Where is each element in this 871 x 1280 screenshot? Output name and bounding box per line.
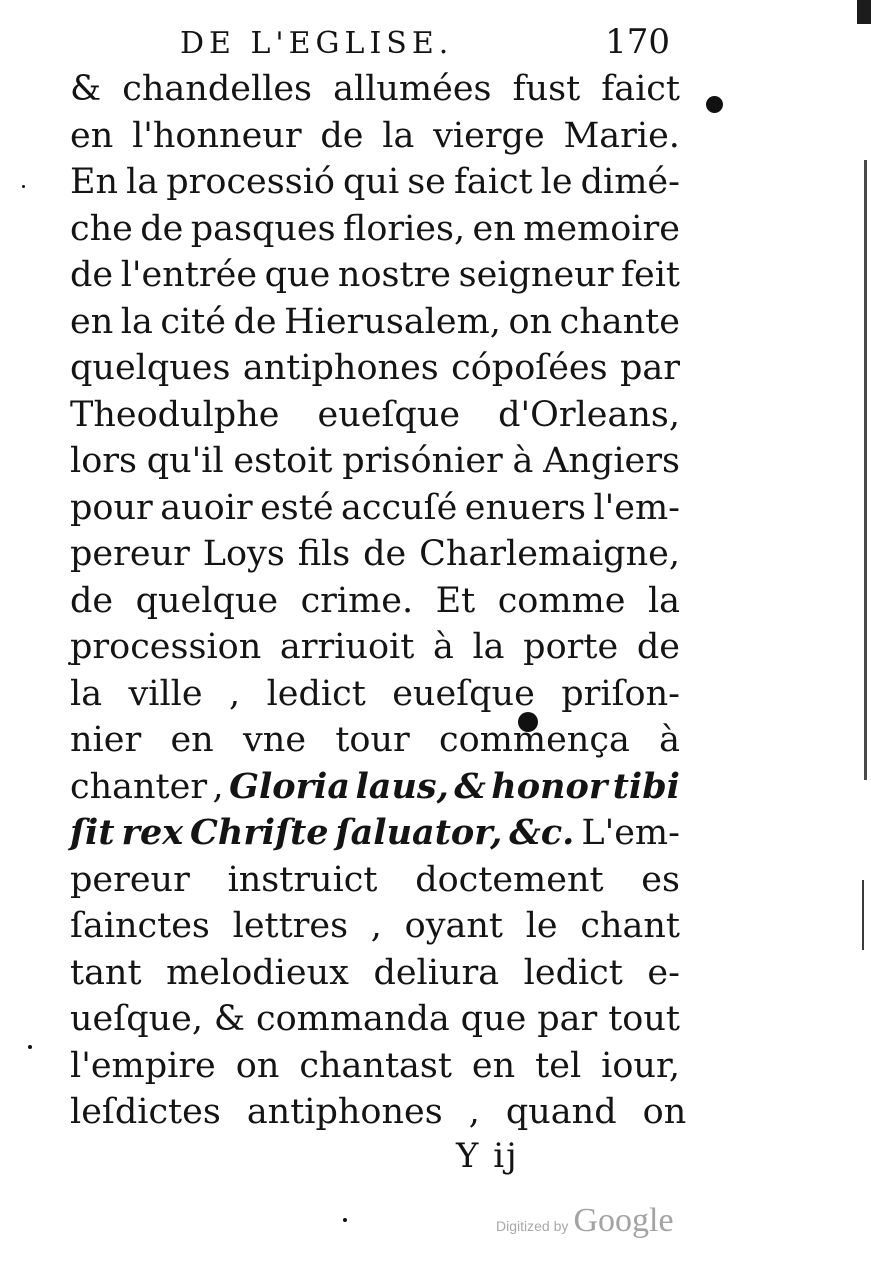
text-word: à [432,627,454,667]
text-word: faict [453,162,533,202]
text-word: instruict [227,859,378,900]
text-line [70,299,680,346]
text-word: de [233,301,277,342]
text-word: pasques [190,208,336,249]
text-word: processió [166,162,335,202]
text-word: vne [243,720,307,760]
text-word: pour [70,487,153,528]
text-line [70,671,680,718]
text-line [70,438,680,485]
text-line [70,764,680,811]
text-word: & [70,69,102,109]
text-word: allumées [333,69,492,109]
text-word: la [382,115,415,156]
text-word: l'em- [593,487,680,528]
text-word: , [468,1092,480,1132]
text-line [70,717,680,764]
text-word: feit [621,255,680,295]
text-word: qu'il [146,441,224,481]
text-word: Hierusalem, [284,301,501,342]
text-word: en [70,115,114,156]
text-line [70,345,680,392]
text-word: ville [128,673,203,714]
text-word: rex [121,812,184,853]
text-line [70,857,680,904]
text-word: de [70,580,114,621]
text-word: , [370,906,382,946]
text-word: nier [70,720,142,760]
text-word: estoit [233,441,333,481]
text-word: eueſque [392,673,535,714]
ink-spot [22,185,25,188]
text-word: Angiers [543,441,680,481]
text-line [70,1043,680,1090]
text-line [70,996,680,1043]
text-body [70,66,687,1136]
text-word: commanda [256,999,450,1039]
text-word: , [212,766,224,807]
text-word: en [170,720,214,760]
text-word: iour, [601,1045,680,1086]
page-header [180,22,670,64]
text-word: , [229,673,241,714]
text-word: chante [559,301,680,342]
page-number: 170 [605,22,670,62]
text-word: Et [435,580,476,621]
text-word: par [537,999,598,1039]
digitized-watermark [496,1202,674,1240]
text-word: de [140,208,184,249]
text-word: ſit [70,812,115,853]
text-word: la [70,673,103,714]
text-word: d'Orleans, [498,394,680,435]
scan-edge-mark [857,0,871,24]
text-word: se [407,162,446,202]
text-word: Theodulphe [70,394,280,435]
ink-spot [706,96,723,113]
text-word: & [454,765,486,807]
text-word: fils [297,534,351,574]
text-word: Loys [202,534,285,574]
text-word: es [641,859,680,900]
text-word: &c. [509,812,575,853]
text-word: nostre [337,255,452,295]
text-line [70,252,680,299]
text-word: laus, [355,765,449,807]
text-word: oyant [404,906,503,946]
text-word: de [320,115,364,156]
text-word: cité [160,301,226,342]
text-line [70,113,680,160]
text-word: la [647,580,680,621]
text-line [70,159,680,206]
text-word: vierge [433,115,545,156]
text-line [70,950,680,997]
text-word: la [472,627,505,667]
text-line [70,66,680,113]
text-word: on [642,1092,687,1132]
text-word: ledict [523,952,623,993]
text-word: memoire [523,208,680,249]
text-word: En [70,162,119,202]
text-line [70,578,680,625]
text-word: de [363,534,407,574]
text-word: ledict [266,673,366,714]
text-word: que [264,255,331,295]
text-line [70,392,680,439]
text-word: porte [523,627,619,667]
text-word: de [636,627,680,667]
scan-edge-line [862,880,864,950]
text-line [70,485,680,532]
text-word: pereur [70,859,190,900]
ink-spot [343,1218,347,1222]
text-word: de [70,255,114,295]
text-line [70,624,680,671]
text-word: l'empire [70,1045,216,1086]
text-word: antiphones [242,348,439,388]
text-word: L'em- [581,813,680,853]
text-line [70,206,680,253]
text-word: pereur [70,534,190,574]
text-word: deliura [373,952,500,993]
text-word: arriuoit [279,627,415,667]
text-word: ueſque, [70,999,203,1039]
text-word: che [70,208,133,249]
text-word: la [120,301,153,342]
scan-edge-line [864,160,867,780]
text-word: leſdictes [70,1092,221,1132]
text-word: tibi [612,765,680,807]
text-word: esté [260,487,334,528]
text-word: le [525,906,558,946]
text-word: chantast [299,1045,452,1086]
google-logo: Google [573,1202,674,1239]
text-word: on [235,1045,280,1086]
text-word: e- [647,952,680,993]
text-word: en [471,1045,516,1086]
text-word: eueſque [317,394,461,435]
text-word: à [512,441,534,481]
text-word: Charlemaigne, [419,534,680,574]
text-line [70,903,680,950]
text-word: melodieux [166,952,349,993]
text-word: par [619,348,680,388]
text-word: Gloria [229,765,351,807]
text-word: ſaluator, [335,812,503,853]
text-word: priſon- [561,673,680,714]
text-word: chandelles [122,69,313,109]
text-word: la [126,162,159,202]
text-word: on [508,301,553,342]
text-word: enuers [464,487,586,528]
text-word: quelque [135,580,279,621]
text-word: quelques [70,348,231,388]
text-word: auoir [160,487,253,528]
watermark-prefix: Digitized by [496,1218,569,1234]
running-head: DE L'EGLISE. [180,26,454,61]
text-word: tout [608,999,680,1039]
text-word: qui [343,162,400,202]
text-word: commença [439,720,630,760]
text-word: ſainctes [70,906,210,946]
text-word: accuſé [341,487,458,528]
text-word: tour [335,720,410,760]
ink-spot [28,1045,32,1049]
text-word: lettres [232,906,349,946]
text-line [70,531,680,578]
text-word: à [659,720,680,760]
text-word: Chriſte [190,812,329,853]
text-word: cópoſées [451,348,608,388]
text-word: dimé- [580,162,680,202]
signature-mark: Y ij [456,1136,519,1176]
text-word: Marie. [563,115,680,156]
text-word: en [472,208,516,249]
text-word: quand [505,1092,617,1132]
text-word: tant [70,952,142,993]
text-word: flories, [342,208,466,249]
text-word: & [213,999,246,1039]
text-word: crime. [300,580,414,621]
text-word: honor [491,765,608,807]
text-word: prisónier [342,441,503,481]
text-word: chanter [70,766,208,807]
text-line [70,1089,687,1136]
text-word: procession [70,627,262,667]
text-word: faict [601,69,680,109]
text-word: lors [70,441,137,481]
text-word: le [540,162,573,202]
text-word: doctement [415,859,604,900]
text-line [70,810,680,857]
text-word: seigneur [458,255,614,295]
text-word: comme [497,580,626,621]
text-word: en [70,301,114,342]
text-word: l'entrée [120,255,258,295]
text-word: antiphones [246,1092,443,1132]
text-word: que [460,999,527,1039]
text-word: l'honneur [132,115,302,156]
text-word: fust [512,69,581,109]
text-word: tel [535,1045,582,1086]
text-word: chant [580,906,680,946]
